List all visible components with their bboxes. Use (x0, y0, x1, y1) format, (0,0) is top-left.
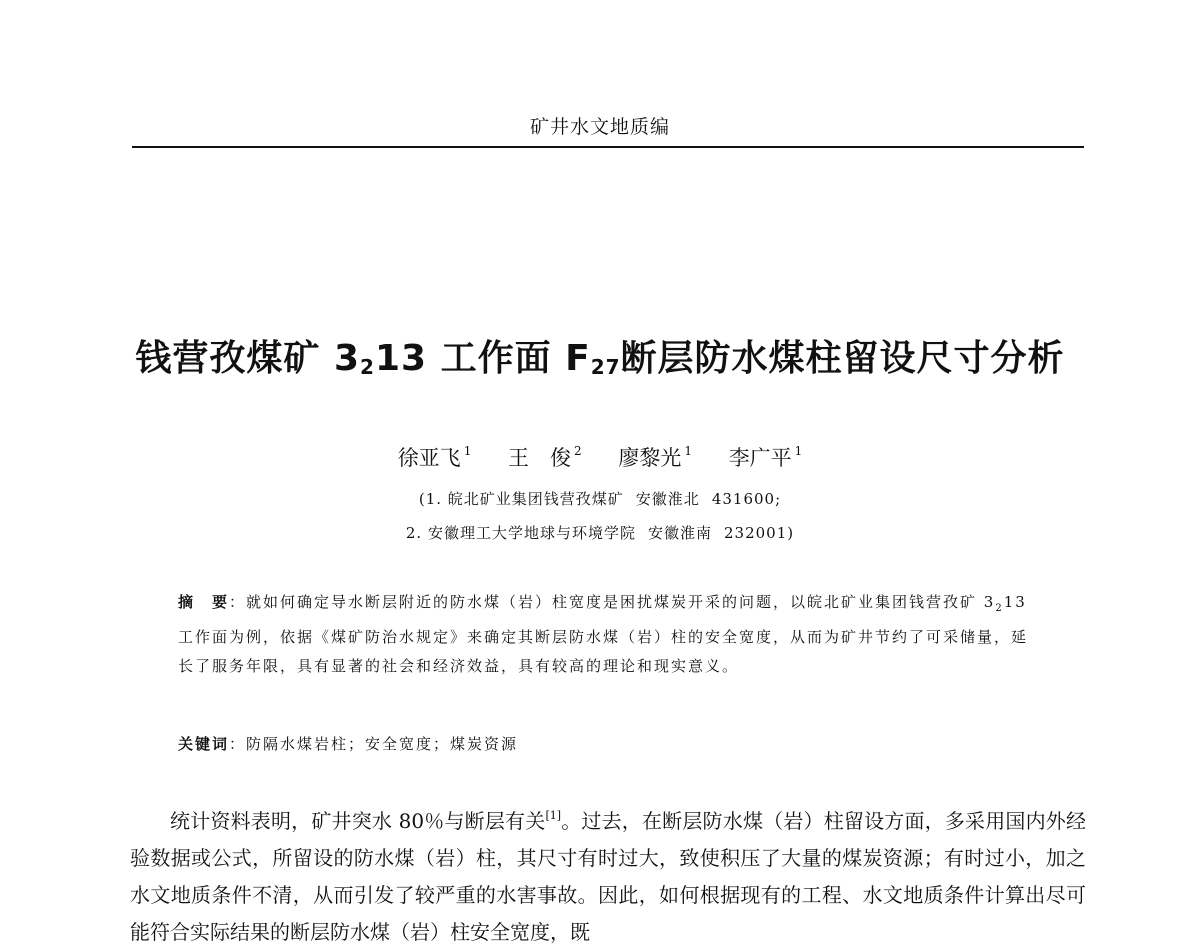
keywords-label: 关键词 (178, 735, 230, 753)
header-rule (132, 146, 1084, 148)
author-list (0, 442, 1200, 472)
citation-ref: [1] (545, 809, 562, 822)
affiliation-1: (1. 皖北矿业集团钱营孜煤矿 安徽淮北 431600; (418, 490, 782, 508)
title-sub2: 27 (590, 355, 621, 379)
keywords: 关键词：防隔水煤岩柱；安全宽度；煤炭资源 (178, 735, 519, 753)
author: 廖黎光 $^1$ (618, 444, 692, 470)
title-part2: 13 工作面 F (374, 338, 591, 379)
affiliation-2: 2. 安徽理工大学地球与环境学院 安徽淮南 232001) (405, 524, 795, 542)
body-paragraph: 统计资料表明，矿井突水 80％与断层有关[1]。过去，在断层防水煤（岩）柱留设方面，多采用国内外经验数据或公式，所留设的防水煤（岩）柱，其尺寸有时过大，致使积压了大量的煤炭资源；有时过小，加之水文地质条件不清，从而引发了较严重的水害事故。因此，如何根据现有的工程、水文地质条件计算出尽可能符合实际结果的断层防水煤（岩）柱安全宽度，既 (130, 809, 1086, 944)
title-part3: 断层防水煤柱留设尺寸分析 (620, 338, 1065, 379)
author: 李广平 $^1$ (728, 444, 803, 470)
title-part1: 钱营孜煤矿 3 (135, 338, 361, 379)
author: 徐亚飞 $^1$ (397, 444, 472, 470)
journal-section-header: 矿井水文地质编 (529, 116, 670, 138)
abstract: 摘 要：就如何确定导水断层附近的防水煤（岩）柱宽度是困扰煤炭开采的问题，以皖北矿业集团钱营孜矿 $3_213$ 工作面为例，依据《煤矿防治水规定》来确定其断层防水煤（岩）柱的安全宽度，从而为矿井节约了可采储量，延长了服务年限，具有显著的社会和经济效益，具有较高的理论和现实意义。 (178, 593, 1029, 675)
abstract-label: 摘 要 (178, 593, 230, 611)
author: 王 俊 $^2$ (508, 444, 582, 470)
paper-title (0, 330, 1200, 381)
title-sub1: 2 (360, 355, 375, 379)
